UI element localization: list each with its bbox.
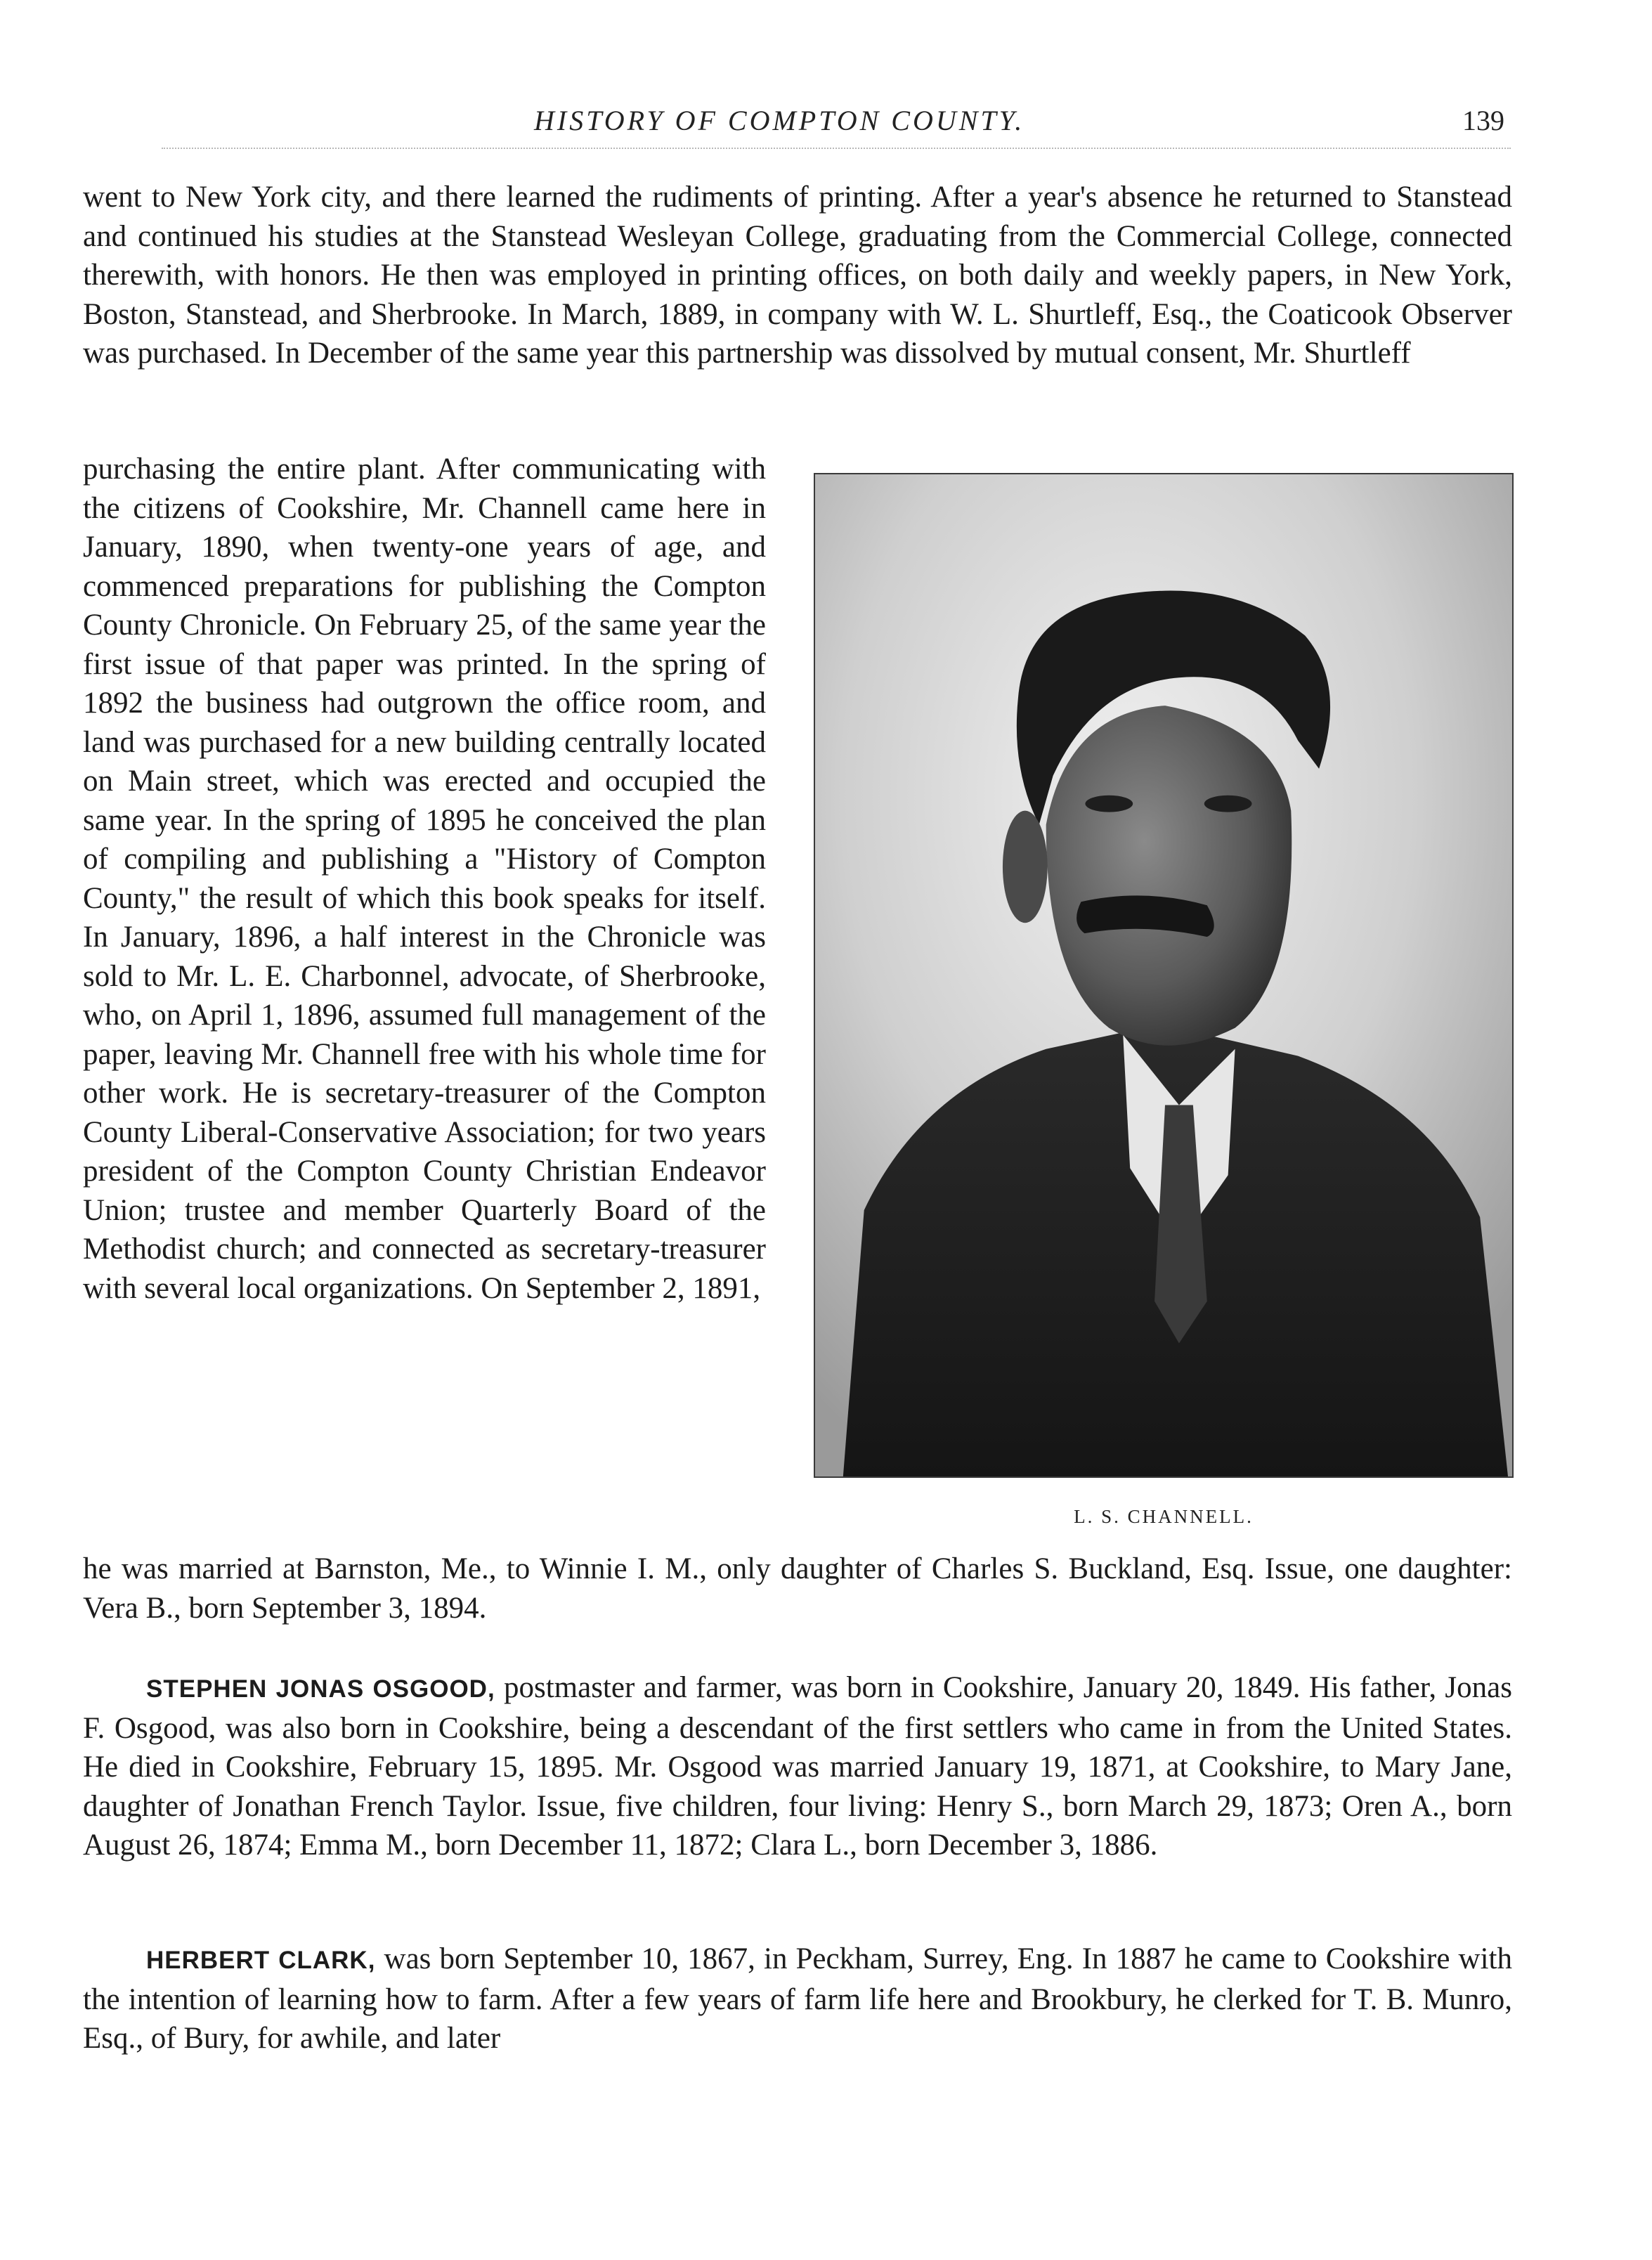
running-head — [0, 104, 1652, 146]
osgood-entry — [83, 1668, 1512, 1865]
portrait-photo — [814, 473, 1514, 1478]
clark-entry — [83, 1940, 1512, 2058]
osgood-text: postmaster and farmer, was born in Cookshire, January 20, 1849. His father, Jonas F. Osgood, was also born in Cookshire, being a descendant of the first settlers who came in from the United States. He died in Cookshire, February 15, 1895. Mr. Osgood was married January 19, 1871, at Cookshire, to Mary Jane, daughter of Jonathan French Taylor. Issue, five children, four living: Henry S., born March 29, 1873; Oren A., born August 26, 1874; Emma M., born December 11, 1872; Clara L., born December 3, 1886. — [83, 1671, 1512, 1862]
header-rule — [162, 148, 1511, 149]
clark-text: was born September 10, 1867, in Peckham, Surrey, Eng. In 1887 he came to Cookshire with the intention of learning how to farm. After a few years of farm life here and Brookbury, he clerked for T. B. Munro, Esq., of Bury, for awhile, and later — [83, 1942, 1512, 2055]
channell-bio-tail: he was married at Barnston, Me., to Winnie I. M., only daughter of Charles S. Buckland, Esq. Issue, one daughter: Vera B., born September 3, 1894. — [83, 1552, 1512, 1625]
channell-bio-column: purchasing the entire plant. After communicating with the citizens of Cookshire, Mr. Channell came here in January, 1890, when twenty-one years of age, and commenced preparations for publishing the Compton County Chronicle. On February 25, of the same year the first issue of that paper was printed. In the spring of 1892 the business had outgrown the office room, and land was purchased for a new building centrally located on Main street, which was erected and occupied the same year. In the spring of 1895 he conceived the plan of compiling and publishing a "History of Compton County," the result of which this book speaks for itself. In January, 1896, a half interest in the Chronicle was sold to Mr. L. E. Charbonnel, advocate, of Sherbrooke, who, on April 1, 1896, assumed full management of the paper, leaving Mr. Channell free with his whole time for other work. He is secretary-treasurer of the Compton County Liberal-Conservative Association; for two years president of the Compton County Christian Endeavor Union; trustee and member Quarterly Board of the Methodist church; and connected as secretary-treasurer with several local organizations. On September 2, 1891, — [83, 453, 766, 1305]
portrait-image — [815, 474, 1512, 1476]
portrait-caption: L. S. CHANNELL. — [1074, 1506, 1254, 1527]
channell-bio-intro: went to New York city, and there learned the rudiments of printing. After a year's absence he returned to Stanstead and continued his studies at the Stanstead Wesleyan College, graduating from the Commercial College, connected therewith, with honors. He then was employed in printing offices, on both daily and weekly papers, in New York, Boston, Stanstead, and Sherbrooke. In March, 1889, in company with W. L. Shurtleff, Esq., the Coaticook Observer was purchased. In December of the same year this partnership was dissolved by mutual consent, Mr. Shurtleff — [83, 181, 1512, 370]
running-title: HISTORY OF COMPTON COUNTY. — [534, 105, 1025, 136]
clark-name: HERBERT CLARK, — [146, 1947, 376, 1974]
page-number: 139 — [1462, 105, 1504, 136]
osgood-name: STEPHEN JONAS OSGOOD, — [146, 1675, 495, 1703]
